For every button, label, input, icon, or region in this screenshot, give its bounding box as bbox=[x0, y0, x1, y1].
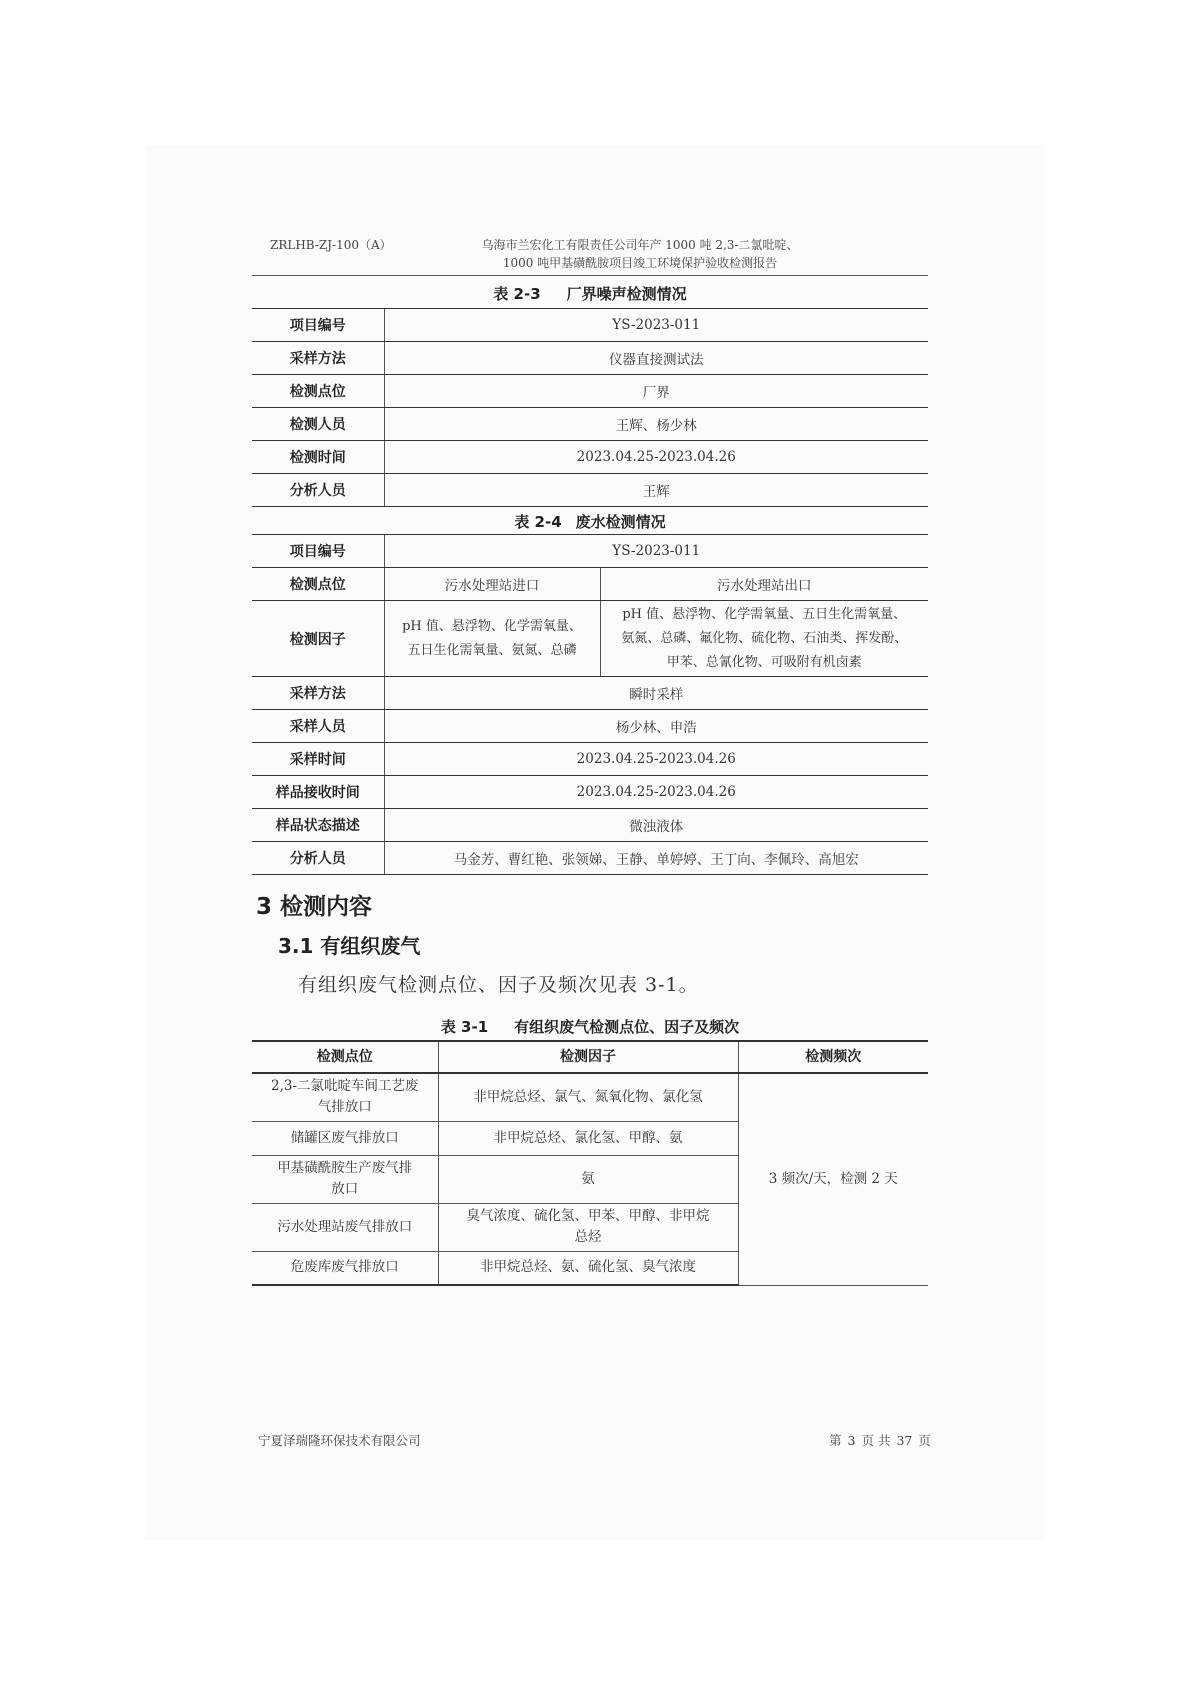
table-row bbox=[252, 677, 928, 710]
row-label: 样品状态描述 bbox=[252, 809, 384, 842]
factor-line: 总烃 bbox=[574, 1229, 602, 1245]
row-value: 仪器直接测试法 bbox=[384, 342, 928, 375]
row-value: 马金芳、曹红艳、张领娣、王静、单婷婷、王丁向、李佩玲、高旭宏 bbox=[384, 842, 928, 875]
table-row bbox=[252, 568, 928, 601]
body-paragraph: 有组织废气检测点位、因子及频次见表 3-1。 bbox=[298, 974, 699, 996]
document-code: ZRLHB-ZJ-100（A） bbox=[270, 238, 392, 252]
table-row bbox=[252, 342, 928, 375]
table-3-1-title: 有组织废气检测点位、因子及频次 bbox=[514, 1018, 740, 1036]
outlet-point: 污水处理站出口 bbox=[600, 568, 928, 601]
page-number bbox=[826, 1431, 934, 1449]
table-2-4-number: 表 2-4 bbox=[514, 513, 562, 531]
inlet-point: 污水处理站进口 bbox=[384, 568, 600, 601]
row-value: 微浊液体 bbox=[384, 809, 928, 842]
row-value: 王辉、杨少林 bbox=[384, 408, 928, 441]
frequency-cell: 3 频次/天，检测 2 天 bbox=[738, 1073, 928, 1285]
table-2-3-caption bbox=[252, 283, 928, 304]
outlet-factors bbox=[600, 601, 928, 677]
row-label: 检测时间 bbox=[252, 441, 384, 474]
report-title bbox=[440, 236, 840, 272]
table-3-1-number: 表 3-1 bbox=[440, 1018, 489, 1036]
table-header-row bbox=[252, 1041, 928, 1073]
row-value: 2023.04.25-2023.04.26 bbox=[384, 441, 928, 474]
factor-cell bbox=[438, 1251, 738, 1285]
footer-company: 宁夏泽瑞隆环保技术有限公司 bbox=[258, 1433, 421, 1448]
factor-line: 非甲烷总烃、氯化氢、甲醇、氨 bbox=[493, 1129, 683, 1146]
column-header: 检测频次 bbox=[738, 1041, 928, 1073]
inlet-factors bbox=[384, 601, 600, 677]
table-2-3 bbox=[252, 308, 928, 507]
row-label: 检测因子 bbox=[252, 601, 384, 677]
row-label: 分析人员 bbox=[252, 474, 384, 507]
factor-cell bbox=[438, 1121, 738, 1155]
point-cell bbox=[252, 1121, 438, 1155]
page-suffix: 页 bbox=[918, 1433, 931, 1448]
table-row bbox=[252, 601, 928, 677]
point-line: 气排放口 bbox=[317, 1099, 372, 1116]
row-value: 2023.04.25-2023.04.26 bbox=[384, 743, 928, 776]
row-label: 采样方法 bbox=[252, 342, 384, 375]
row-label: 采样时间 bbox=[252, 743, 384, 776]
subsection-heading: 3.1 有组织废气 bbox=[278, 934, 421, 958]
page-total: 37 bbox=[896, 1433, 913, 1448]
table-3-1 bbox=[252, 1040, 928, 1286]
factor-cell bbox=[438, 1155, 738, 1203]
header-divider bbox=[252, 275, 928, 276]
point-line: 甲基磺酰胺生产废气排 bbox=[277, 1160, 413, 1176]
table-row bbox=[252, 710, 928, 743]
row-label: 样品接收时间 bbox=[252, 776, 384, 809]
row-label: 分析人员 bbox=[252, 842, 384, 875]
point-cell bbox=[252, 1251, 438, 1285]
factor-line: 氨 bbox=[581, 1170, 595, 1187]
row-label: 检测点位 bbox=[252, 568, 384, 601]
report-title-line-2: 1000 吨甲基磺酰胺项目竣工环境保护验收检测报告 bbox=[502, 256, 778, 270]
table-3-1-caption bbox=[252, 1016, 928, 1037]
table-row bbox=[252, 776, 928, 809]
row-value: 杨少林、申浩 bbox=[384, 710, 928, 743]
point-line: 危废库废气排放口 bbox=[290, 1259, 399, 1276]
table-2-4-caption bbox=[252, 511, 928, 532]
column-header: 检测因子 bbox=[438, 1041, 738, 1073]
factor-line: 非甲烷总烃、氯气、氮氧化物、氯化氢 bbox=[473, 1088, 703, 1105]
row-value: YS-2023-011 bbox=[384, 309, 928, 342]
row-value: 王辉 bbox=[384, 474, 928, 507]
point-line: 储罐区废气排放口 bbox=[290, 1129, 399, 1146]
table-row bbox=[252, 441, 928, 474]
row-value: YS-2023-011 bbox=[384, 535, 928, 568]
outlet-factors-line: pH 值、悬浮物、化学需氧量、五日生化需氧量、 bbox=[622, 606, 907, 622]
table-row bbox=[252, 408, 928, 441]
row-label: 采样方法 bbox=[252, 677, 384, 710]
factor-cell bbox=[438, 1073, 738, 1121]
row-label: 检测点位 bbox=[252, 375, 384, 408]
page-current: 3 bbox=[847, 1433, 856, 1448]
table-row bbox=[252, 309, 928, 342]
table-row bbox=[252, 474, 928, 507]
inlet-factors-line: pH 值、悬浮物、化学需氧量、 bbox=[402, 618, 582, 634]
row-label: 项目编号 bbox=[252, 309, 384, 342]
factor-line: 非甲烷总烃、氨、硫化氢、臭气浓度 bbox=[480, 1259, 696, 1276]
column-header: 检测点位 bbox=[252, 1041, 438, 1073]
row-value: 瞬时采样 bbox=[384, 677, 928, 710]
table-row bbox=[252, 375, 928, 408]
table-row bbox=[252, 842, 928, 875]
row-label: 采样人员 bbox=[252, 710, 384, 743]
table-row bbox=[252, 743, 928, 776]
table-row bbox=[252, 809, 928, 842]
report-title-line-1: 乌海市兰宏化工有限责任公司年产 1000 吨 2,3-二氯吡啶、 bbox=[481, 238, 799, 252]
page-mid: 页 共 bbox=[861, 1433, 891, 1448]
table-2-3-title: 厂界噪声检测情况 bbox=[566, 285, 687, 303]
point-cell bbox=[252, 1073, 438, 1121]
table-row bbox=[252, 535, 928, 568]
row-value: 2023.04.25-2023.04.26 bbox=[384, 776, 928, 809]
section-heading: 3 检测内容 bbox=[256, 894, 373, 920]
factor-line: 臭气浓度、硫化氢、甲苯、甲醇、非甲烷 bbox=[466, 1208, 710, 1224]
point-line: 污水处理站废气排放口 bbox=[277, 1218, 413, 1235]
table-row bbox=[252, 1073, 928, 1121]
point-line: 2,3-二氯吡啶车间工艺废 bbox=[270, 1078, 419, 1095]
table-2-3-number: 表 2-3 bbox=[493, 285, 541, 303]
point-cell bbox=[252, 1155, 438, 1203]
row-value: 厂界 bbox=[384, 375, 928, 408]
factor-cell bbox=[438, 1203, 738, 1251]
page-prefix: 第 bbox=[829, 1433, 842, 1448]
outlet-factors-line: 甲苯、总氰化物、可吸附有机卤素 bbox=[666, 654, 862, 670]
table-2-4 bbox=[252, 534, 928, 875]
outlet-factors-line: 氨氮、总磷、氟化物、硫化物、石油类、挥发酚、 bbox=[621, 630, 908, 646]
point-line: 放口 bbox=[331, 1181, 359, 1197]
row-label: 项目编号 bbox=[252, 535, 384, 568]
row-label: 检测人员 bbox=[252, 408, 384, 441]
inlet-factors-line: 五日生化需氧量、氨氮、总磷 bbox=[407, 642, 577, 658]
point-cell bbox=[252, 1203, 438, 1251]
table-2-4-title: 废水检测情况 bbox=[575, 513, 666, 531]
